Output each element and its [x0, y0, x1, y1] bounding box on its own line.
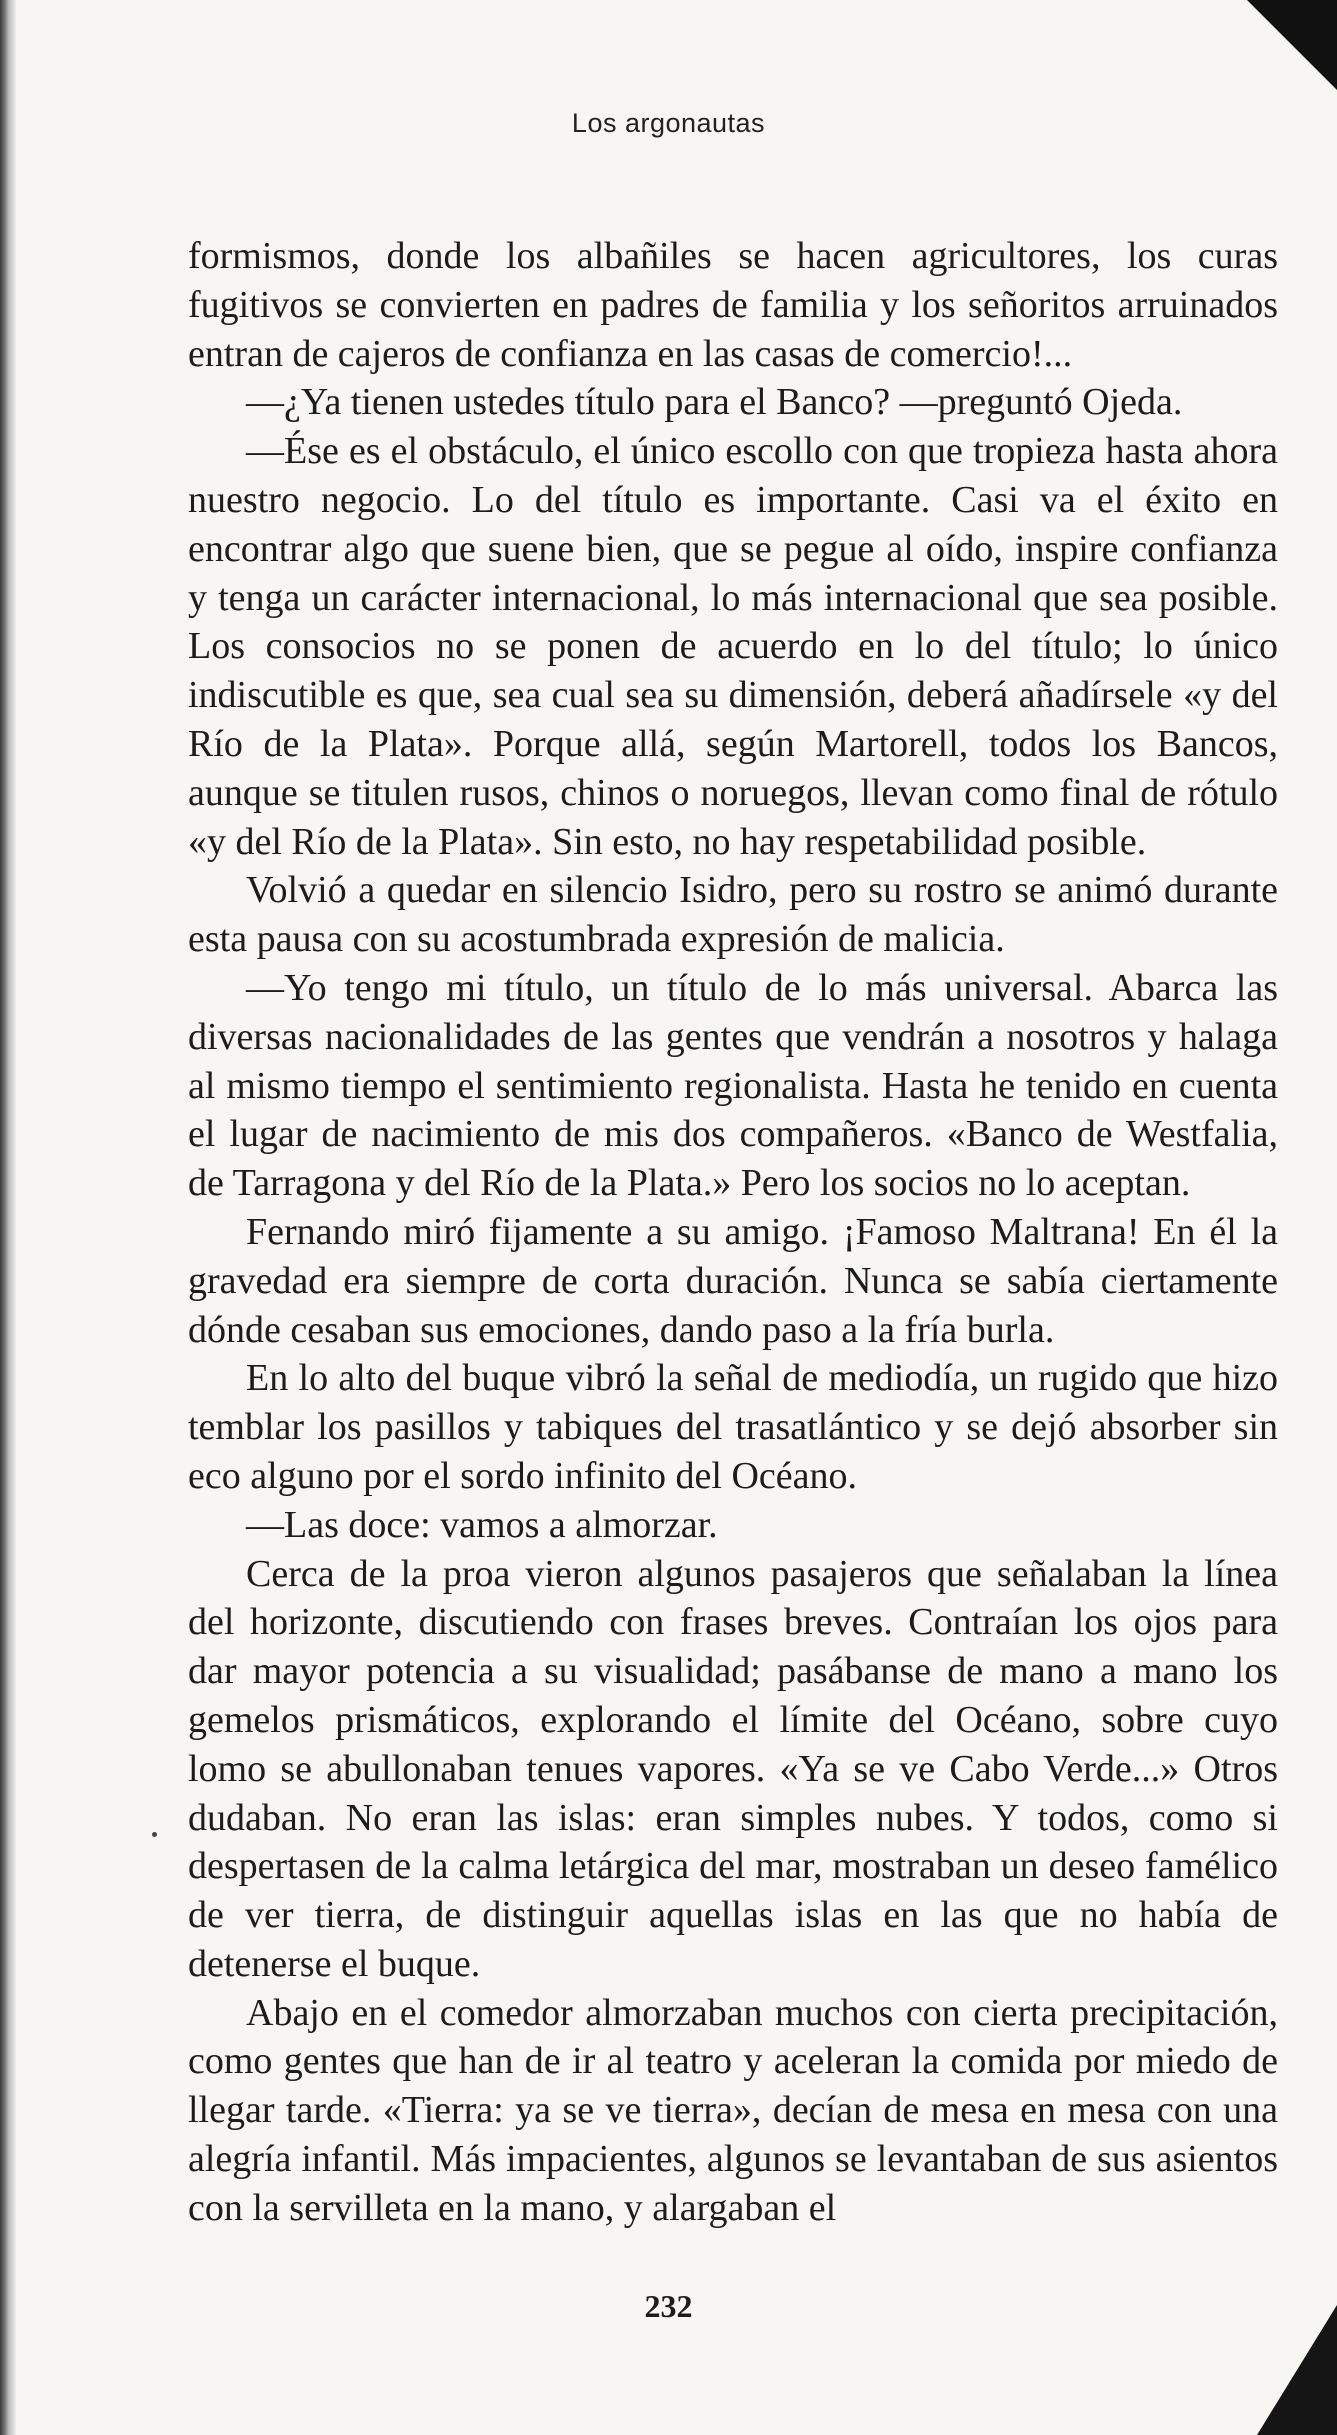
paragraph: —¿Ya tienen ustedes título para el Banco? —preguntó Ojeda. [246, 381, 1183, 424]
paragraph: Fernando miró fijamente a su amigo. ¡Famoso Maltrana! En él la gravedad era siempre de corta duración. Nunca se sabía ciertamente dónde cesaban sus emociones, dando paso a la fría burla. [188, 1210, 1278, 1351]
paragraph: —Ése es el obstáculo, el único escollo con que tropieza hasta ahora nuestro negocio. Lo del título es importante. Casi va el éxito en encontrar algo que suene bien, que se pegue al oído, inspire confianza y tenga un carácter internacional, lo más internacional que sea posible. Los consocios no se ponen de acuerdo en lo del título; lo único indiscutible es que, sea cual sea su dimensión, deberá añadírsele «y del Río de la Plata». Porque allá, según Martorell, todos los Bancos, aunque se titulen rusos, chinos o noruegos, llevan como final de rótulo «y del Río de la Plata». Sin esto, no hay respetabilidad posible. [188, 430, 1278, 863]
page-corner-top [1247, 0, 1337, 90]
paragraph: —Yo tengo mi título, un título de lo más universal. Abarca las diversas nacionalidades de las gentes que vendrán a nosotros y halaga al mismo tiempo el sentimiento regionalista. Hasta he tenido en cuenta el lugar de nacimiento de mis dos compañeros. «Banco de Westfalia, de Tarragona y del Río de la Plata.» Pero los socios no lo aceptan. [188, 966, 1278, 1205]
paragraph: Cerca de la proa vieron algunos pasajeros que señalaban la línea del horizonte, discutiendo con frases breves. Contraían los ojos para dar mayor potencia a su visualidad; pasábanse de mano a mano los gemelos prismáticos, explorando el límite del Océano, sobre cuyo lomo se abullonaban tenues vapores. «Ya se ve Cabo Verde...» Otros dudaban. No eran las islas: eran simples nubes. Y todos, como si despertasen de la calma letárgica del mar, mostraban un deseo famélico de ver tierra, de distinguir aquellas islas en las que no había de detenerse el buque. [188, 1552, 1278, 1985]
book-binding-edge [0, 0, 16, 2435]
paragraph: En lo alto del buque vibró la señal de mediodía, un rugido que hizo temblar los pasillos y tabiques del trasatlántico y se dejó absorber sin eco alguno por el sordo infinito del Océano. [188, 1357, 1278, 1497]
paragraph: —Las doce: vamos a almorzar. [246, 1503, 718, 1546]
ink-speck [152, 1832, 157, 1837]
paragraph: Volvió a quedar en silencio Isidro, pero su rostro se animó durante esta pausa con su acostumbrada expresión de malicia. [188, 869, 1278, 961]
body-text [188, 232, 1278, 2233]
paragraph: Abajo en el comedor almorzaban muchos con cierta precipitación, como gentes que han de ir al teatro y aceleran la comida por miedo de llegar tarde. «Tierra: ya se ve tierra», decían de mesa en mesa con una alegría infantil. Más impacientes, algunos se levantaban de sus asientos con la servilleta en la mano, y alargaban el [188, 1991, 1278, 2229]
page-number: 232 [644, 2288, 693, 2324]
running-head: Los argonautas [571, 108, 766, 138]
paragraph: formismos, donde los albañiles se hacen agricultores, los curas fugitivos se convierten en padres de familia y los señoritos arruinados entran de cajeros de confianza en las casas de comercio!... [188, 235, 1278, 375]
